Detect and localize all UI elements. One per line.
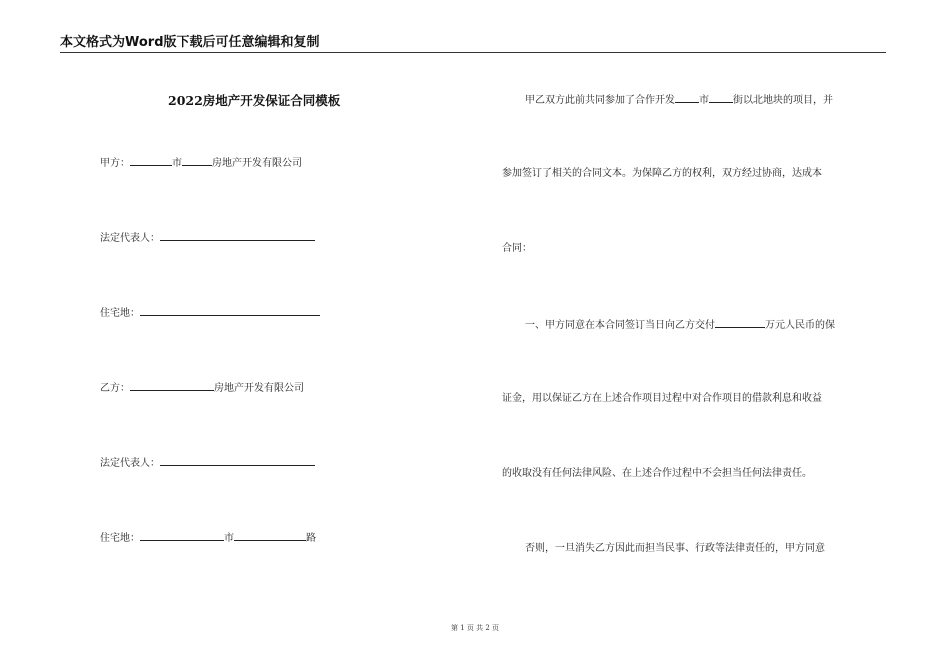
paragraph-2-line-2: 证金，用以保证乙方在上述合作项目过程中对合作项目的借款利息和收益 — [502, 393, 822, 404]
party-b-line — [100, 380, 304, 396]
header-rule — [60, 52, 886, 53]
address-a-line — [100, 305, 320, 321]
party-b-company-suffix: 房地产开发有限公司 — [214, 383, 304, 394]
paragraph-1-line-2: 参加签订了相关的合同文本。为保障乙方的权利，双方经过协商，达成本 — [502, 168, 822, 179]
address-a-label: 住宅地： — [100, 308, 140, 319]
paragraph-2-line-3: 的收取没有任何法律风险、在上述合作过程中不会担当任何法律责任。 — [502, 468, 812, 479]
p1-text-c: 街以北地块的项目，并 — [733, 95, 833, 106]
header-banner: 本文格式为Word版下载后可任意编辑和复制 — [60, 35, 320, 50]
address-b-city: 市 — [224, 533, 234, 544]
party-a-label: 甲方： — [100, 158, 130, 169]
p1-text-b: 市 — [699, 95, 709, 106]
paragraph-1-line-3: 合同： — [502, 243, 532, 254]
address-b-line — [100, 530, 316, 546]
party-a-city-suffix: 市 — [172, 158, 182, 169]
party-b-name-blank — [130, 380, 214, 391]
p2-text-a: 一、甲方同意在本合同签订当日向乙方交付 — [525, 320, 715, 331]
legal-rep-b-label: 法定代表人： — [100, 458, 160, 469]
party-b-label: 乙方： — [100, 383, 130, 394]
legal-rep-a-label: 法定代表人： — [100, 233, 160, 244]
paragraph-2-line-1 — [525, 317, 835, 333]
legal-rep-a-blank — [160, 230, 315, 241]
party-a-city-blank — [130, 155, 172, 166]
p1-location-blank — [675, 92, 699, 103]
p1-text-a: 甲乙双方此前共同参加了合作开发 — [525, 95, 675, 106]
address-b-area-blank — [140, 530, 224, 541]
party-a-company-suffix: 房地产开发有限公司 — [212, 158, 302, 169]
paragraph-3-line-1: 否则，一旦消失乙方因此而担当民事、行政等法律责任的，甲方同意 — [525, 543, 825, 554]
address-b-label: 住宅地： — [100, 533, 140, 544]
party-a-line — [100, 155, 302, 171]
legal-rep-a-line — [100, 230, 315, 246]
p2-text-b: 万元人民币的保 — [765, 320, 835, 331]
document-title: 2022房地产开发保证合同模板 — [168, 93, 341, 108]
address-a-blank — [140, 305, 320, 316]
paragraph-1-line-1 — [525, 92, 833, 108]
address-b-road: 路 — [306, 533, 316, 544]
p1-street-blank — [709, 92, 733, 103]
party-a-name-blank — [182, 155, 212, 166]
page-indicator: 第 1 页 共 2 页 — [450, 624, 500, 632]
address-b-street-blank — [234, 530, 306, 541]
p2-amount-blank — [715, 317, 765, 328]
legal-rep-b-blank — [160, 455, 315, 466]
legal-rep-b-line — [100, 455, 315, 471]
